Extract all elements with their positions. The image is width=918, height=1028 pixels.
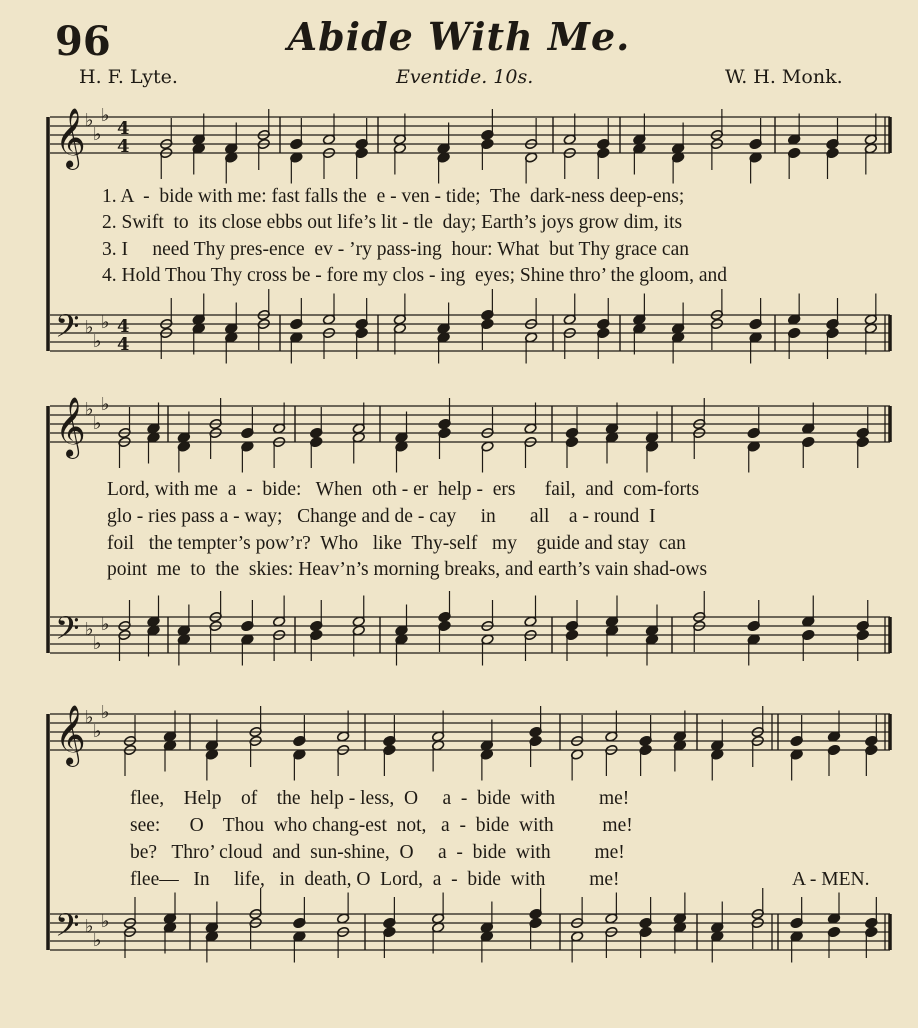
lyric-line: flee— In life, in death, O Lord, a - bide with me!	[130, 869, 620, 890]
flat-sign: ♭	[85, 110, 94, 131]
tune-name: Eventide. 10s.	[396, 66, 534, 88]
time-signature: 4	[117, 316, 130, 337]
flat-sign: ♭	[85, 916, 94, 937]
flat-sign: ♭	[85, 399, 94, 420]
flat-sign: ♭	[93, 331, 102, 352]
bass-clef: 𝄢	[55, 610, 80, 654]
time-signature: 4	[117, 334, 130, 355]
bass-clef: 𝄢	[55, 907, 80, 951]
lyric-line: 4. Hold Thou Thy cross be - fore my clos - ing eyes; Shine thro’ the gloom, and	[102, 265, 727, 286]
hymn-number: 96	[55, 18, 111, 65]
lyric-line: see: O Thou who chang-est not, a - bide with me!	[130, 815, 633, 836]
time-signature: 4	[117, 118, 130, 139]
flat-sign: ♭	[101, 702, 110, 723]
flat-sign: ♭	[101, 394, 110, 415]
lyric-line: 3. I need Thy pres-ence ev - ’ry pass-ing hour: What but Thy grace can	[102, 239, 689, 260]
lyric-line: foil the tempter’s pow’r? Who like Thy-self my guide and stay can	[107, 533, 686, 554]
flat-sign: ♭	[93, 930, 102, 951]
flat-sign: ♭	[101, 105, 110, 126]
flat-sign: ♭	[85, 317, 94, 338]
flat-sign: ♭	[101, 911, 110, 932]
treble-clef: 𝄞	[55, 108, 86, 168]
lyric-line: flee, Help of the help - less, O a - bide with me!	[130, 788, 630, 809]
lyric-line: point me to the skies: Heav’n’s morning breaks, and earth’s vain shad-ows	[107, 559, 708, 580]
treble-clef: 𝄞	[55, 397, 86, 457]
lyric-line: 1. A - bide with me: fast falls the e - ven - tide; The dark-ness deep-ens;	[102, 186, 685, 207]
lyric-line: be? Thro’ cloud and sun-shine, O a - bide with me!	[130, 842, 625, 863]
flat-sign: ♭	[93, 721, 102, 742]
bass-clef: 𝄢	[55, 308, 80, 352]
treble-clef: 𝄞	[55, 705, 86, 765]
flat-sign: ♭	[101, 614, 110, 635]
amen-label: A - MEN.	[792, 869, 870, 890]
lyric-line: Lord, with me a - bide: When oth - er help - ers fail, and com-forts	[107, 479, 700, 500]
hymn-title: Abide With Me.	[287, 14, 631, 59]
lyric-line: glo - ries pass a - way; Change and de - cay in all a - round I	[107, 506, 656, 527]
flat-sign: ♭	[93, 633, 102, 654]
flat-sign: ♭	[101, 312, 110, 333]
composer-credit: W. H. Monk.	[725, 66, 843, 88]
flat-sign: ♭	[93, 413, 102, 434]
lyricist-credit: H. F. Lyte.	[79, 66, 178, 88]
flat-sign: ♭	[85, 619, 94, 640]
lyric-line: 2. Swift to its close ebbs out life’s lit - tle day; Earth’s joys grow dim, its	[102, 212, 683, 233]
flat-sign: ♭	[85, 707, 94, 728]
flat-sign: ♭	[93, 124, 102, 145]
time-signature: 4	[117, 136, 130, 157]
